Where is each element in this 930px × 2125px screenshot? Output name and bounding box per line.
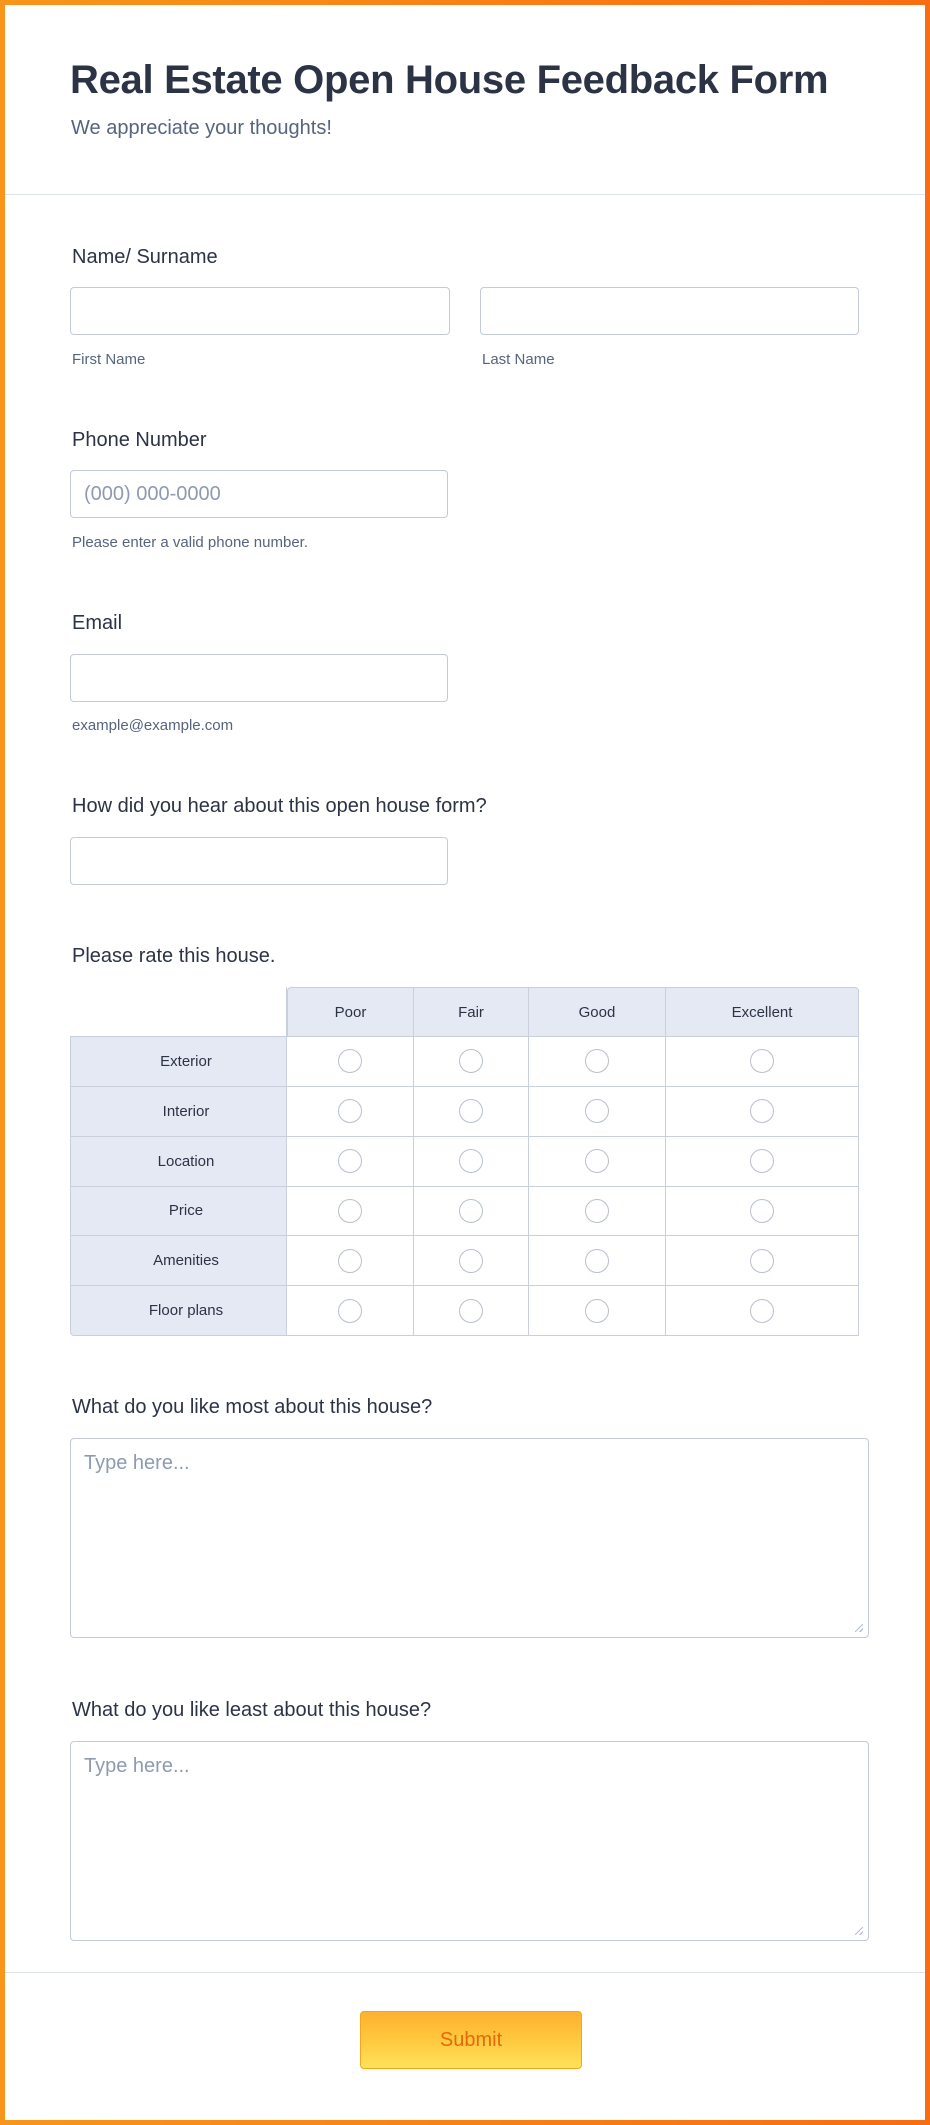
like-most-label: What do you like most about this house? [72, 1396, 433, 1418]
matrix-cell [414, 1037, 529, 1087]
like-most-textarea[interactable] [70, 1438, 869, 1638]
matrix-cell [287, 1137, 414, 1187]
radio-button[interactable] [338, 1299, 362, 1323]
matrix-cell [666, 1236, 859, 1286]
column-header: Excellent [666, 987, 859, 1037]
matrix-cell [414, 1187, 529, 1237]
phone-input[interactable] [70, 470, 448, 518]
radio-button[interactable] [338, 1099, 362, 1123]
matrix-row [70, 1087, 859, 1137]
column-header: Poor [287, 987, 414, 1037]
row-label: Floor plans [70, 1286, 287, 1336]
column-header: Fair [414, 987, 529, 1037]
email-input[interactable] [70, 654, 448, 702]
matrix-row [70, 1037, 859, 1087]
radio-button[interactable] [585, 1049, 609, 1073]
matrix-cell [529, 1087, 666, 1137]
radio-button[interactable] [459, 1199, 483, 1223]
first-name-sublabel: First Name [72, 351, 146, 368]
matrix-row [70, 1187, 859, 1237]
like-least-label: What do you like least about this house? [72, 1699, 432, 1721]
radio-button[interactable] [585, 1099, 609, 1123]
radio-button[interactable] [338, 1249, 362, 1273]
matrix-cell [666, 1187, 859, 1237]
row-label: Price [70, 1187, 287, 1237]
last-name-input[interactable] [480, 287, 859, 335]
matrix-cell [287, 1236, 414, 1286]
row-label: Location [70, 1137, 287, 1187]
radio-button[interactable] [585, 1149, 609, 1173]
matrix-cell [414, 1137, 529, 1187]
like-least-placeholder: Type here... [84, 1755, 190, 1777]
radio-button[interactable] [750, 1299, 774, 1323]
radio-button[interactable] [338, 1199, 362, 1223]
like-least-textarea[interactable] [70, 1741, 869, 1941]
form-subtitle: We appreciate your thoughts! [71, 117, 332, 139]
radio-button[interactable] [338, 1149, 362, 1173]
radio-button[interactable] [338, 1049, 362, 1073]
matrix-cell [529, 1037, 666, 1087]
first-name-input[interactable] [70, 287, 450, 335]
last-name-sublabel: Last Name [482, 351, 555, 368]
matrix-cell [414, 1087, 529, 1137]
radio-button[interactable] [750, 1099, 774, 1123]
matrix-cell [529, 1187, 666, 1237]
rating-matrix [70, 987, 859, 1336]
resize-handle-icon[interactable] [855, 1624, 863, 1632]
matrix-cell [287, 1087, 414, 1137]
matrix-cell [287, 1037, 414, 1087]
matrix-corner [70, 987, 287, 1037]
footer-divider [5, 1972, 925, 1973]
like-most-placeholder: Type here... [84, 1452, 190, 1474]
matrix-cell [414, 1236, 529, 1286]
name-label: Name/ Surname [72, 246, 218, 268]
matrix-cell [666, 1037, 859, 1087]
radio-button[interactable] [585, 1249, 609, 1273]
matrix-cell [666, 1087, 859, 1137]
radio-button[interactable] [585, 1199, 609, 1223]
column-header: Good [529, 987, 666, 1037]
matrix-row [70, 1137, 859, 1187]
matrix-cell [666, 1286, 859, 1336]
row-label: Exterior [70, 1037, 287, 1087]
matrix-row [70, 1286, 859, 1336]
row-label: Interior [70, 1087, 287, 1137]
header-divider [5, 194, 925, 195]
phone-label: Phone Number [72, 429, 207, 451]
form-title: Real Estate Open House Feedback Form [70, 58, 829, 102]
phone-placeholder: (000) 000-0000 [84, 482, 221, 505]
radio-button[interactable] [750, 1049, 774, 1073]
row-label: Amenities [70, 1236, 287, 1286]
source-label: How did you hear about this open house form? [72, 795, 487, 817]
matrix-row [70, 1236, 859, 1286]
radio-button[interactable] [459, 1299, 483, 1323]
matrix-cell [529, 1236, 666, 1286]
matrix-cell [666, 1137, 859, 1187]
radio-button[interactable] [585, 1299, 609, 1323]
radio-button[interactable] [750, 1149, 774, 1173]
matrix-cell [287, 1286, 414, 1336]
source-input[interactable] [70, 837, 448, 885]
radio-button[interactable] [459, 1049, 483, 1073]
rating-label: Please rate this house. [72, 945, 276, 967]
phone-hint: Please enter a valid phone number. [72, 534, 308, 551]
radio-button[interactable] [459, 1099, 483, 1123]
email-hint: example@example.com [72, 717, 234, 734]
radio-button[interactable] [459, 1249, 483, 1273]
matrix-cell [287, 1187, 414, 1237]
matrix-cell [529, 1286, 666, 1336]
resize-handle-icon[interactable] [855, 1927, 863, 1935]
radio-button[interactable] [750, 1249, 774, 1273]
matrix-cell [414, 1286, 529, 1336]
email-label: Email [72, 612, 123, 634]
radio-button[interactable] [750, 1199, 774, 1223]
matrix-cell [529, 1137, 666, 1187]
radio-button[interactable] [459, 1149, 483, 1173]
submit-button[interactable]: Submit [360, 2011, 582, 2069]
